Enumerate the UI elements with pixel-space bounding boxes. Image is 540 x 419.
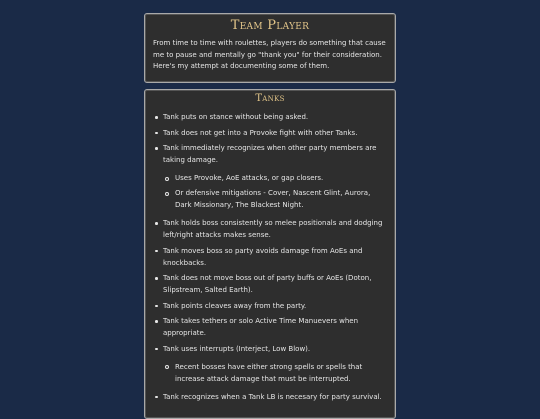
page-title: Team Player <box>230 18 310 33</box>
sub-list-item: Uses Provoke, AoE attacks, or gap closers. <box>163 172 387 184</box>
intro-panel <box>144 13 396 83</box>
list-item: Tank does not get into a Provoke fight with other Tanks. <box>154 127 387 139</box>
list-item: Tank does not move boss out of party buffs or AoEs (Doton, Slipstream, Salted Earth). <box>154 272 387 296</box>
list-item: Tank points cleaves away from the party. <box>154 300 387 312</box>
sub-list <box>163 172 387 211</box>
intro-paragraph: From time to time with roulettes, players do something that cause me to pause and mentally go "thank you" for their consideration. Here's my attempt at documenting some of them. <box>153 39 386 70</box>
list-item: Tank recognizes when a Tank LB is necesary for party survival. <box>154 391 387 403</box>
list-item <box>154 343 387 385</box>
list-item: Tank takes tethers or solo Active Time Manuevers when appropriate. <box>154 315 387 339</box>
list-item: Tank moves boss so party avoids damage from AoEs and knockbacks. <box>154 245 387 269</box>
sub-list <box>163 361 387 385</box>
list-item-text: Tank immediately recognizes when other party members are taking damage. <box>163 144 377 164</box>
list-item-text: Tank uses interrupts (Interject, Low Blow). <box>163 344 311 353</box>
tanks-list <box>154 111 387 403</box>
sub-list-item: Or defensive mitigations - Cover, Nascent Glint, Aurora, Dark Missionary, The Blackest Night. <box>163 187 387 211</box>
list-item <box>154 142 387 211</box>
tanks-panel <box>144 89 396 419</box>
list-item: Tank puts on stance without being asked. <box>154 111 387 123</box>
sub-list-item: Recent bosses have either strong spells or spells that increase attack damage that must be interrupted. <box>163 361 387 385</box>
section-title-tanks: Tanks <box>255 93 285 104</box>
list-item: Tank holds boss consistently so melee positionals and dodging left/right attacks makes sense. <box>154 217 387 241</box>
